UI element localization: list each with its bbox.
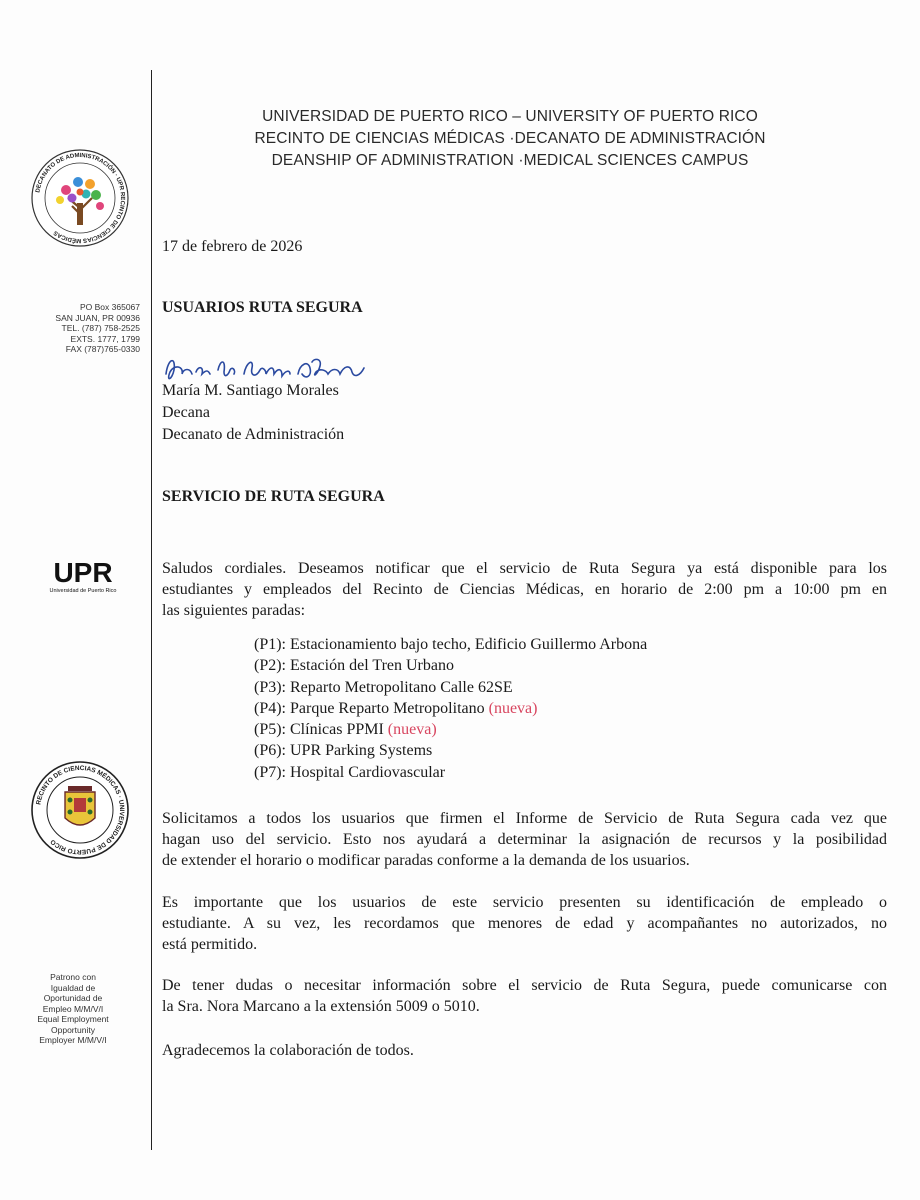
sender-name: María M. Santiago Morales: [162, 382, 339, 399]
eeo-line: Oportunidad de: [43, 993, 103, 1003]
paragraph-contact: [162, 975, 887, 1017]
list-item: [254, 655, 647, 676]
list-item: [254, 677, 647, 698]
text-line: está permitido.: [162, 936, 258, 953]
letter-subject: SERVICIO DE RUTA SEGURA: [162, 488, 385, 505]
sender-title: Decana: [162, 404, 210, 421]
address-block: [20, 302, 140, 355]
letterhead-line-2: RECINTO DE CIENCIAS MÉDICAS ·DECANATO DE ADMINISTRACIÓN: [254, 130, 766, 147]
stop-name: Estación del Tren Urbano: [290, 657, 454, 675]
sender-office: Decanato de Administración: [162, 426, 345, 443]
rcm-seal: [30, 760, 130, 860]
text-line: Saludos cordiales. Deseamos notificar que el servicio de Ruta Segura ya está disponible para los: [162, 560, 887, 577]
letter-date: 17 de febrero de 2026: [162, 238, 303, 255]
campus-seal-icon: [30, 760, 130, 860]
eeo-line: Igualdad de: [50, 982, 96, 993]
upr-logo: [38, 556, 128, 596]
sender-block: [162, 380, 887, 446]
text-line: estudiantes y empleados del Recinto de Ciencias Médicas, en horario de 2:00 pm a 10:00 pm en: [162, 581, 887, 598]
svg-text:RECINTO DE CIENCIAS MÉDICAS ·: RECINTO DE CIENCIAS MÉDICAS · UNIVERSIDAD DE PUERTO RICO: [35, 764, 126, 856]
eeo-line: Patrono con: [50, 972, 96, 982]
svg-text:Universidad de Puerto Rico: Universidad de Puerto Rico: [49, 588, 117, 594]
eeo-line: Equal Employment: [37, 1014, 109, 1024]
eeo-line: Empleo M/M/V/I: [42, 1003, 104, 1014]
list-item: [254, 740, 647, 761]
stop-code: (P6):: [254, 742, 286, 760]
paragraph-intro: [162, 558, 887, 621]
text-line: estudiante. A su vez, les recordamos que menores de edad y acompañantes no autorizados, no: [162, 915, 887, 932]
list-item: [254, 698, 647, 719]
margin-rule: [151, 70, 152, 1150]
text-line: las siguientes paradas:: [162, 602, 306, 619]
text-line: la Sra. Nora Marcano a la extensión 5009 o 5010.: [162, 998, 480, 1015]
tree-seal-icon: [30, 148, 130, 248]
new-tag: (nueva): [387, 721, 437, 739]
stop-name: Reparto Metropolitano Calle 62SE: [290, 678, 513, 696]
stops-list: [254, 634, 647, 783]
list-item: [254, 634, 647, 655]
letterhead-line-1: UNIVERSIDAD DE PUERTO RICO – UNIVERSITY OF PUERTO RICO: [262, 108, 758, 125]
letterhead-line-3: DEANSHIP OF ADMINISTRATION ·MEDICAL SCIENCES CAMPUS: [271, 152, 749, 169]
text-line: hagan uso del servicio. Esto nos ayudará a determinar la asignación de recursos y la posibilidad: [162, 831, 887, 848]
address-line: PO Box 365067: [79, 302, 140, 312]
stop-code: (P2):: [254, 657, 286, 675]
svg-text:UPR: UPR: [53, 557, 113, 588]
paragraph-signing-request: [162, 808, 887, 871]
stop-name: Hospital Cardiovascular: [290, 763, 446, 781]
paragraph-identification: [162, 892, 887, 955]
new-tag: (nueva): [488, 699, 538, 717]
svg-text:DECANATO DE ADMINISTRACIÓN · U: DECANATO DE ADMINISTRACIÓN · UPR RECINTO DE CIENCIAS MÉDICAS: [35, 152, 126, 244]
stop-code: (P5):: [254, 721, 286, 739]
eeo-line: Employer M/M/V/I: [39, 1035, 107, 1045]
stop-name: Estacionamiento bajo techo, Edificio Guillermo Arbona: [290, 636, 648, 653]
text-line: De tener dudas o necesitar información sobre el servicio de Ruta Segura, puede comunicarse con: [162, 977, 887, 994]
upr-wordmark-icon: [38, 556, 128, 596]
letterhead: [200, 106, 820, 172]
stop-name: UPR Parking Systems: [290, 742, 433, 760]
address-line: TEL. (787) 758-2525: [61, 323, 140, 333]
address-line: FAX (787)765-0330: [65, 344, 140, 354]
recipient: USUARIOS RUTA SEGURA: [162, 299, 363, 316]
text-line: Solicitamos a todos los usuarios que firmen el Informe de Servicio de Ruta Segura cada vez que: [162, 810, 887, 827]
deanship-logo: [30, 148, 130, 248]
list-item: [254, 762, 647, 783]
text-line: de extender el horario o modificar paradas conforme a la demanda de los usuarios.: [162, 852, 690, 869]
closing-line: Agradecemos la colaboración de todos.: [162, 1042, 414, 1059]
address-line: EXTS. 1777, 1799: [70, 333, 140, 344]
list-item: [254, 719, 647, 740]
text-line: Es importante que los usuarios de este servicio presenten su identificación de empleado o: [162, 894, 887, 911]
eeo-line: Opportunity: [51, 1024, 95, 1035]
stop-name: Parque Reparto Metropolitano: [290, 699, 485, 717]
stop-code: (P1):: [254, 636, 286, 653]
stop-code: (P3):: [254, 678, 286, 696]
eeo-statement: [20, 972, 126, 1046]
stop-code: (P7):: [254, 763, 286, 781]
stop-name: Clínicas PPMI: [290, 721, 384, 739]
address-line: SAN JUAN, PR 00936: [55, 312, 140, 323]
stop-code: (P4):: [254, 699, 286, 717]
